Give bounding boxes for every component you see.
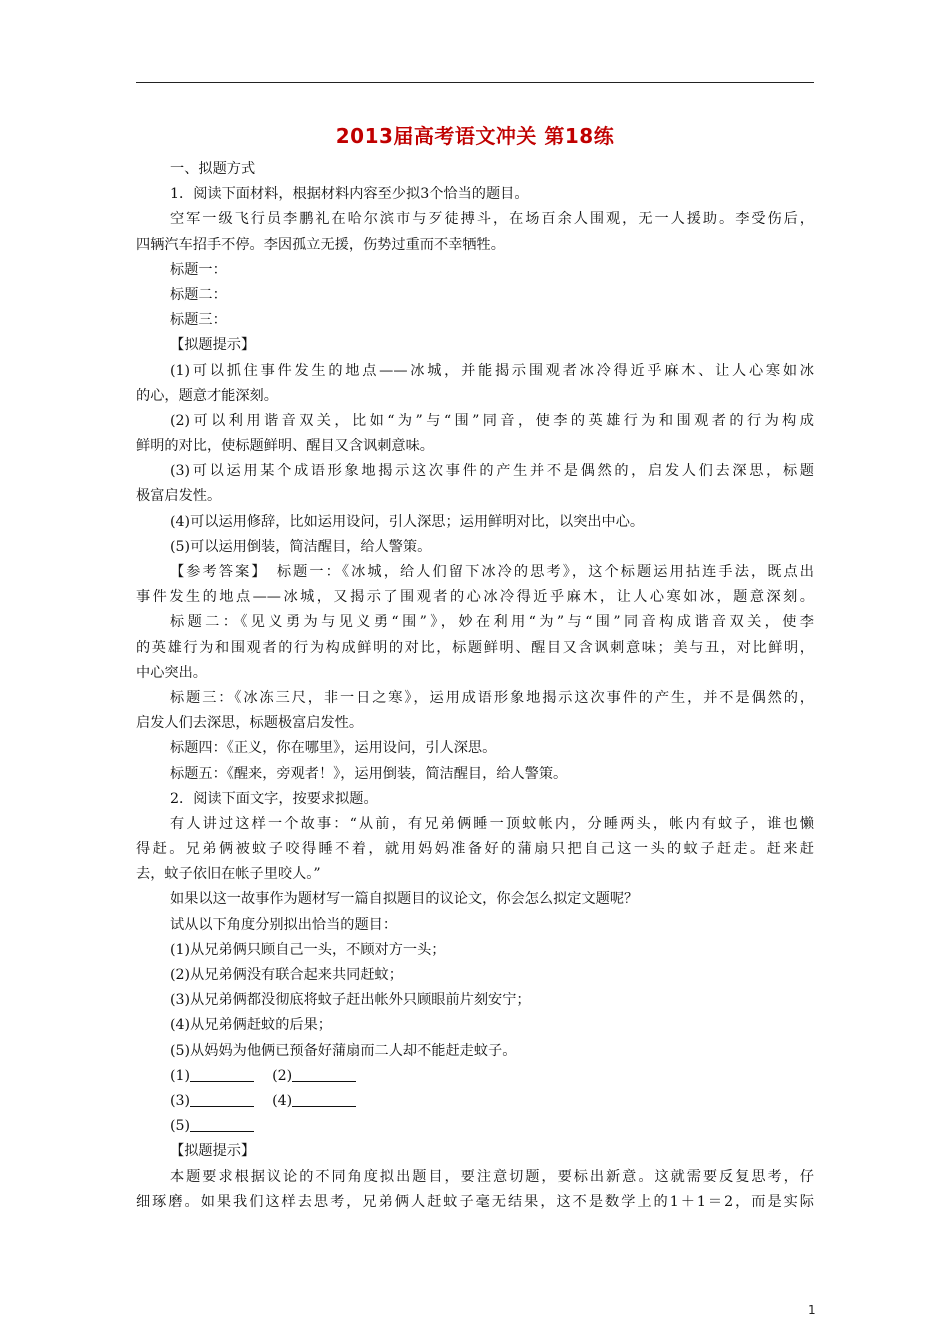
text-line: (3)可以运用某个成语形象地揭示这次事件的产生并不是偶然的，启发人们去深思，标题 — [170, 463, 814, 480]
text-line: 去，蚊子依旧在帐子里咬人。” — [136, 866, 321, 883]
document-body — [136, 157, 814, 1215]
answer-blank[interactable] — [292, 1067, 356, 1082]
answer-blank-row — [136, 1089, 814, 1114]
text-line: 标题三： — [170, 312, 227, 329]
text-line: (5)可以运用倒装，简洁醒目，给人警策。 — [170, 538, 432, 555]
header-rule — [136, 82, 814, 83]
answer-blank[interactable] — [190, 1092, 254, 1107]
text-line: (5)从妈妈为他俩已预备好蒲扇而二人却不能赶走蚊子。 — [170, 1042, 517, 1059]
text-line: (4)从兄弟俩赶蚊的后果； — [170, 1017, 332, 1034]
text-line: (1)可以抓住事件发生的地点——冰城，并能揭示围观者冰冷得近乎麻木、让人心寒如冰 — [170, 362, 814, 379]
text-line: 一、拟题方式 — [170, 161, 256, 177]
text-line: 标题一： — [170, 261, 227, 278]
text-line: 鲜明的对比，使标题鲜明、醒目又含讽刺意味。 — [136, 438, 434, 455]
text-line: 标题五：《醒来，旁观者！》，运用倒装，简洁醒目，给人警策。 — [170, 765, 568, 782]
text-line: 1．阅读下面材料，根据材料内容至少拟3个恰当的题目。 — [170, 186, 529, 203]
text-line: 的心，题意才能深刻。 — [136, 387, 278, 404]
text-line: 标题二：《见义勇为与见义勇“围”》，妙在利用“为”与“围”同音构成谐音双关，使李 — [170, 614, 814, 631]
answer-blank-row — [136, 1114, 814, 1139]
text-line: 如果以这一故事作为题材写一篇自拟题目的议论文，你会怎么拟定文题呢？ — [170, 891, 639, 908]
text-line: 2．阅读下面文字，按要求拟题。 — [170, 790, 378, 807]
text-line: 有人讲过这样一个故事：“从前，有兄弟俩睡一顶蚊帐内，分睡两头，帐内有蚊子，谁也懒 — [170, 815, 814, 832]
text-line: 得赶。兄弟俩被蚊子咬得睡不着，就用妈妈准备好的蒲扇只把自己这一头的蚊子赶走。赶来赶 — [136, 841, 814, 858]
text-line: (2)可以利用谐音双关，比如“为”与“围”同音，使李的英雄行为和围观者的行为构成 — [170, 412, 814, 429]
text-line: 空军一级飞行员李鹏礼在哈尔滨市与歹徒搏斗，在场百余人围观，无一人援助。李受伤后， — [170, 211, 814, 228]
answer-blank[interactable] — [190, 1117, 254, 1132]
blank-label: (4) — [272, 1092, 293, 1109]
blank-label: (3) — [170, 1092, 191, 1109]
text-line: 【拟题提示】 — [170, 1143, 256, 1160]
text-line: 细琢磨。如果我们这样去思考，兄弟俩人赶蚊子毫无结果，这不是数学上的1＋1＝2，而是实际 — [136, 1193, 814, 1210]
page-title: 2013届高考语文冲关 第18练 — [335, 124, 615, 148]
text-line: 中心突出。 — [136, 664, 207, 681]
blank-label: (1) — [170, 1067, 191, 1084]
text-line: 【拟题提示】 — [170, 337, 256, 354]
text-line: (3)从兄弟俩都没彻底将蚊子赶出帐外只顾眼前片刻安宁； — [170, 992, 531, 1009]
answer-blank[interactable] — [292, 1092, 356, 1107]
text-line: 【参考答案】 标题一：《冰城，给人们留下冰冷的思考》，这个标题运用拈连手法，既点出 — [170, 564, 814, 580]
text-line: 本题要求根据议论的不同角度拟出题目，要注意切题，要标出新意。这就需要反复思考，仔 — [170, 1168, 814, 1185]
text-line: 的英雄行为和围观者的行为构成鲜明的对比，标题鲜明、醒目又含讽刺意味；美与丑，对比鲜明， — [136, 639, 814, 656]
blank-label: (5) — [170, 1118, 191, 1135]
text-line: (1)从兄弟俩只顾自己一头，不顾对方一头； — [170, 941, 446, 958]
blank-label: (2) — [272, 1067, 293, 1084]
text-line: (4)可以运用修辞，比如运用设问，引人深思；运用鲜明对比，以突出中心。 — [170, 513, 645, 530]
text-line: 标题二： — [170, 286, 227, 303]
text-line: 极富启发性。 — [136, 488, 222, 505]
text-line: 标题四：《正义，你在哪里》，运用设问，引人深思。 — [170, 740, 497, 757]
text-line: 四辆汽车招手不停。李因孤立无援，伤势过重而不幸牺牲。 — [136, 236, 505, 253]
text-line: 事件发生的地点——冰城，又揭示了围观者的心冰冷得近乎麻木，让人心寒如冰，题意深刻。 — [136, 589, 814, 606]
answer-blank[interactable] — [190, 1067, 254, 1082]
text-line: 标题三：《冰冻三尺，非一日之寒》，运用成语形象地揭示这次事件的产生，并不是偶然的， — [170, 689, 814, 706]
text-line: 试从以下角度分别拟出恰当的题目： — [170, 916, 398, 933]
text-line: (2)从兄弟俩没有联合起来共同赶蚊； — [170, 967, 403, 983]
text-line: 启发人们去深思，标题极富启发性。 — [136, 715, 364, 732]
page-number: 1 — [808, 1303, 816, 1317]
answer-blank-row — [136, 1064, 814, 1089]
